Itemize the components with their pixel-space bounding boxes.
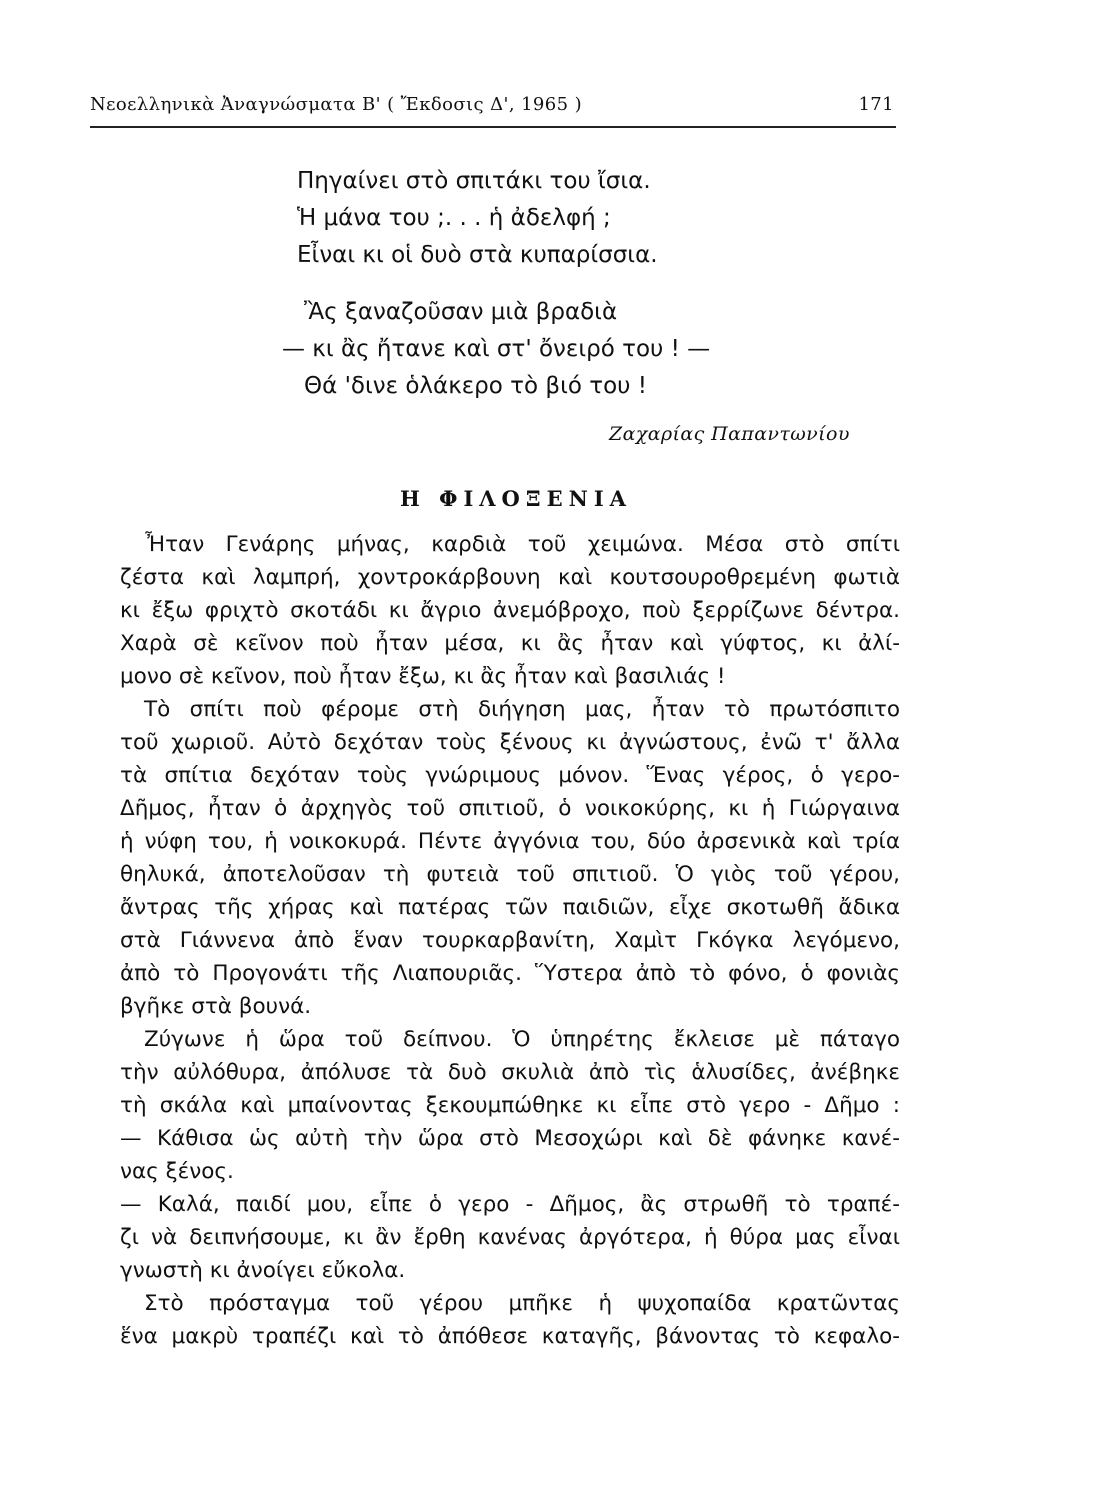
page-number: 171 <box>858 94 894 115</box>
text-line: γνωστὴ κι ἀνοίγει εὔκολα. <box>120 1258 406 1283</box>
poem-line: Εἶναι κι οἱ δυὸ στὰ κυπαρίσσια. <box>297 242 658 268</box>
poem-stanza <box>282 294 710 405</box>
poem-line: Θά 'δινε ὁλάκερο τὸ βιό του ! <box>304 373 647 399</box>
running-title: Νεοελληνικὰ Ἀναγνώσματα Β' ( Ἔκδοσις Δ', 1965 ) <box>90 94 583 115</box>
story-title: Η ΦΙΛΟΞΕΝΙΑ <box>400 486 632 511</box>
text-line: ζέστα καὶ λαμπρή, χοντροκάρβουνη καὶ κουτσουροθρεμένη φωτιὰ <box>120 565 900 590</box>
story-body <box>120 528 900 1353</box>
text-line: Ἦταν Γενάρης μήνας, καρδιὰ τοῦ χειμώνα. Μέσα στὸ σπίτι <box>145 532 900 557</box>
text-line: ἡ νύφη του, ἡ νοικοκυρά. Πέντε ἀγγόνια του, δύο ἀρσενικὰ καὶ τρία <box>120 829 900 854</box>
text-line: Στὸ πρόσταγμα τοῦ γέρου μπῆκε ἡ ψυχοπαίδα κρατῶντας <box>144 1291 900 1316</box>
poem <box>282 163 710 405</box>
text-line: μονο σὲ κεῖνον, ποὺ ἦταν ἔξω, κι ἂς ἦταν καὶ βασιλιάς ! <box>120 664 726 689</box>
text-line: τὴ σκάλα καὶ μπαίνοντας ξεκουμπώθηκε κι εἶπε στὸ γερο - Δῆμο : <box>120 1093 900 1118</box>
text-line: βγῆκε στὰ βουνά. <box>120 994 312 1019</box>
poem-line: Ἡ μάνα του ;. . . ἡ ἀδελφή ; <box>297 205 611 231</box>
poem-author: Ζαχαρίας Παπαντωνίου <box>609 423 850 445</box>
text-line: κι ἔξω φριχτὸ σκοτάδι κι ἄγριο ἀνεμόβροχο, ποὺ ξερρίζωνε δέντρα. <box>120 598 900 623</box>
text-line: τὴν αὐλόθυρα, ἀπόλυσε τὰ δυὸ σκυλιὰ ἀπὸ τὶς ἁλυσίδες, ἀνέβηκε <box>120 1060 900 1085</box>
poem-stanza <box>282 163 710 274</box>
text-line: Δῆμος, ἦταν ὁ ἀρχηγὸς τοῦ σπιτιοῦ, ὁ νοικοκύρης, κι ἡ Γιώργαινα <box>120 796 900 821</box>
text-line: Ζύγωνε ἡ ὥρα τοῦ δείπνου. Ὁ ὑπηρέτης ἔκλεισε μὲ πάταγο <box>144 1027 900 1052</box>
text-line: ζι νὰ δειπνήσουμε, κι ἂν ἔρθη κανένας ἀργότερα, ἡ θύρα μας εἶναι <box>120 1225 900 1250</box>
text-line: τὰ σπίτια δεχόταν τοὺς γνώριμους μόνον. Ἕνας γέρος, ὁ γερο- <box>120 763 900 788</box>
text-line: ἀπὸ τὸ Προγονάτι τῆς Λιαπουριᾶς. Ὕστερα ἀπὸ τὸ φόνο, ὁ φονιὰς <box>120 961 900 986</box>
text-line: Χαρὰ σὲ κεῖνον ποὺ ἦταν μέσα, κι ἂς ἦταν καὶ γύφτος, κι ἀλί- <box>120 631 900 656</box>
text-line: νας ξένος. <box>120 1159 234 1184</box>
text-line: ἕνα μακρὺ τραπέζι καὶ τὸ ἀπόθεσε καταγῆς, βάνοντας τὸ κεφαλο- <box>120 1324 900 1349</box>
text-line: στὰ Γιάννενα ἀπὸ ἕναν τουρκαρβανίτη, Χαμὶτ Γκόγκα λεγόμενο, <box>120 928 900 953</box>
text-line: θηλυκά, ἀποτελοῦσαν τὴ φυτειὰ τοῦ σπιτιοῦ. Ὁ γιὸς τοῦ γέρου, <box>120 862 900 887</box>
text-line: τοῦ χωριοῦ. Αὐτὸ δεχόταν τοὺς ξένους κι ἀγνώστους, ἐνῶ τ' ἄλλα <box>120 730 900 755</box>
poem-line: Πηγαίνει στὸ σπιτάκι του ἴσια. <box>297 168 651 194</box>
header-rule <box>90 126 896 128</box>
text-line: ἄντρας τῆς χήρας καὶ πατέρας τῶν παιδιῶν, εἶχε σκοτωθῆ ἄδικα <box>120 895 900 920</box>
page-header <box>90 94 896 124</box>
poem-line: Ἂς ξαναζοῦσαν μιὰ βραδιὰ <box>304 299 618 325</box>
text-line: Τὸ σπίτι ποὺ φέρομε στὴ διήγηση μας, ἦταν τὸ πρωτόσπιτο <box>144 697 900 722</box>
poem-line: — κι ἂς ἤτανε καὶ στ' ὄνειρό του ! — <box>282 336 711 362</box>
text-line: — Κάθισα ὡς αὐτὴ τὴν ὥρα στὸ Μεσοχώρι καὶ δὲ φάνηκε κανέ- <box>120 1126 900 1151</box>
text-line: — Καλά, παιδί μου, εἶπε ὁ γερο - Δῆμος, ἂς στρωθῆ τὸ τραπέ- <box>120 1192 900 1217</box>
